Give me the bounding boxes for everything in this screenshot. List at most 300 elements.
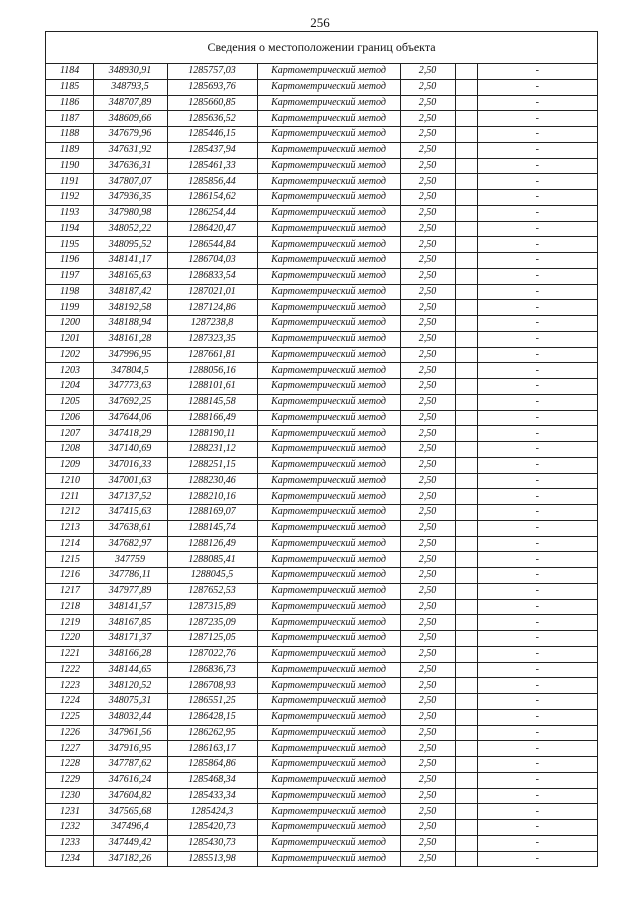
method-cell: Картометрический метод	[257, 757, 400, 773]
empty-cell	[455, 678, 477, 694]
empty-cell	[455, 426, 477, 442]
table-title: Сведения о местоположении границ объекта	[46, 32, 597, 64]
method-cell: Картометрический метод	[257, 79, 400, 95]
description-cell: -	[477, 347, 597, 363]
x-coordinate-cell: 347961,56	[93, 725, 167, 741]
y-coordinate-cell: 1288251,15	[167, 457, 257, 473]
y-coordinate-cell: 1285660,85	[167, 95, 257, 111]
x-coordinate-cell: 347807,07	[93, 174, 167, 190]
x-coordinate-cell: 347804,5	[93, 363, 167, 379]
x-coordinate-cell: 347682,97	[93, 536, 167, 552]
table-row	[46, 725, 597, 741]
point-number-cell: 1211	[46, 489, 93, 505]
table-row	[46, 95, 597, 111]
description-cell: -	[477, 284, 597, 300]
table-row	[46, 520, 597, 536]
table-row	[46, 347, 597, 363]
accuracy-cell: 2,50	[400, 457, 455, 473]
method-cell: Картометрический метод	[257, 64, 400, 79]
point-number-cell: 1232	[46, 820, 93, 836]
point-number-cell: 1225	[46, 709, 93, 725]
accuracy-cell: 2,50	[400, 851, 455, 867]
accuracy-cell: 2,50	[400, 331, 455, 347]
accuracy-cell: 2,50	[400, 347, 455, 363]
x-coordinate-cell: 347182,26	[93, 851, 167, 867]
x-coordinate-cell: 348609,66	[93, 111, 167, 127]
empty-cell	[455, 284, 477, 300]
empty-cell	[455, 489, 477, 505]
table-row	[46, 331, 597, 347]
table-row	[46, 158, 597, 174]
method-cell: Картометрический метод	[257, 599, 400, 615]
empty-cell	[455, 536, 477, 552]
point-number-cell: 1233	[46, 835, 93, 851]
point-number-cell: 1220	[46, 631, 93, 647]
accuracy-cell: 2,50	[400, 804, 455, 820]
point-number-cell: 1190	[46, 158, 93, 174]
description-cell: -	[477, 379, 597, 395]
empty-cell	[455, 599, 477, 615]
y-coordinate-cell: 1285420,73	[167, 820, 257, 836]
table-row	[46, 127, 597, 143]
table-row	[46, 741, 597, 757]
table-row	[46, 363, 597, 379]
x-coordinate-cell: 347418,29	[93, 426, 167, 442]
y-coordinate-cell: 1285437,94	[167, 142, 257, 158]
point-number-cell: 1196	[46, 253, 93, 269]
table-row	[46, 804, 597, 820]
description-cell: -	[477, 79, 597, 95]
empty-cell	[455, 174, 477, 190]
point-number-cell: 1186	[46, 95, 93, 111]
x-coordinate-cell: 347631,92	[93, 142, 167, 158]
x-coordinate-cell: 347001,63	[93, 473, 167, 489]
x-coordinate-cell: 348171,37	[93, 631, 167, 647]
accuracy-cell: 2,50	[400, 127, 455, 143]
description-cell: -	[477, 583, 597, 599]
description-cell: -	[477, 111, 597, 127]
x-coordinate-cell: 347692,25	[93, 394, 167, 410]
method-cell: Картометрический метод	[257, 158, 400, 174]
empty-cell	[455, 694, 477, 710]
empty-cell	[455, 127, 477, 143]
x-coordinate-cell: 348144,65	[93, 662, 167, 678]
point-number-cell: 1215	[46, 552, 93, 568]
description-cell: -	[477, 394, 597, 410]
method-cell: Картометрический метод	[257, 442, 400, 458]
y-coordinate-cell: 1288166,49	[167, 410, 257, 426]
method-cell: Картометрический метод	[257, 363, 400, 379]
empty-cell	[455, 804, 477, 820]
y-coordinate-cell: 1285424,3	[167, 804, 257, 820]
table-row	[46, 410, 597, 426]
x-coordinate-cell: 348188,94	[93, 316, 167, 332]
y-coordinate-cell: 1285636,52	[167, 111, 257, 127]
y-coordinate-cell: 1287323,35	[167, 331, 257, 347]
point-number-cell: 1206	[46, 410, 93, 426]
description-cell: -	[477, 457, 597, 473]
point-number-cell: 1223	[46, 678, 93, 694]
x-coordinate-cell: 347916,95	[93, 741, 167, 757]
y-coordinate-cell: 1288145,74	[167, 520, 257, 536]
accuracy-cell: 2,50	[400, 678, 455, 694]
description-cell: -	[477, 631, 597, 647]
point-number-cell: 1193	[46, 205, 93, 221]
method-cell: Картометрический метод	[257, 536, 400, 552]
table-row	[46, 457, 597, 473]
accuracy-cell: 2,50	[400, 520, 455, 536]
x-coordinate-cell: 348052,22	[93, 221, 167, 237]
y-coordinate-cell: 1286163,17	[167, 741, 257, 757]
accuracy-cell: 2,50	[400, 694, 455, 710]
point-number-cell: 1228	[46, 757, 93, 773]
empty-cell	[455, 379, 477, 395]
x-coordinate-cell: 347140,69	[93, 442, 167, 458]
accuracy-cell: 2,50	[400, 426, 455, 442]
method-cell: Картометрический метод	[257, 316, 400, 332]
empty-cell	[455, 410, 477, 426]
y-coordinate-cell: 1286428,15	[167, 709, 257, 725]
accuracy-cell: 2,50	[400, 536, 455, 552]
method-cell: Картометрический метод	[257, 331, 400, 347]
point-number-cell: 1219	[46, 615, 93, 631]
table-row	[46, 552, 597, 568]
description-cell: -	[477, 95, 597, 111]
x-coordinate-cell: 348707,89	[93, 95, 167, 111]
table-row	[46, 536, 597, 552]
x-coordinate-cell: 347996,95	[93, 347, 167, 363]
y-coordinate-cell: 1286262,95	[167, 725, 257, 741]
accuracy-cell: 2,50	[400, 788, 455, 804]
y-coordinate-cell: 1285430,73	[167, 835, 257, 851]
method-cell: Картометрический метод	[257, 489, 400, 505]
y-coordinate-cell: 1288056,16	[167, 363, 257, 379]
point-number-cell: 1198	[46, 284, 93, 300]
method-cell: Картометрический метод	[257, 410, 400, 426]
accuracy-cell: 2,50	[400, 552, 455, 568]
empty-cell	[455, 331, 477, 347]
table-row	[46, 300, 597, 316]
empty-cell	[455, 237, 477, 253]
point-number-cell: 1224	[46, 694, 93, 710]
point-number-cell: 1197	[46, 268, 93, 284]
empty-cell	[455, 300, 477, 316]
empty-cell	[455, 520, 477, 536]
empty-cell	[455, 205, 477, 221]
description-cell: -	[477, 536, 597, 552]
accuracy-cell: 2,50	[400, 221, 455, 237]
table-row	[46, 599, 597, 615]
description-cell: -	[477, 253, 597, 269]
method-cell: Картометрический метод	[257, 552, 400, 568]
empty-cell	[455, 221, 477, 237]
x-coordinate-cell: 347977,89	[93, 583, 167, 599]
y-coordinate-cell: 1286420,47	[167, 221, 257, 237]
description-cell: -	[477, 646, 597, 662]
empty-cell	[455, 772, 477, 788]
y-coordinate-cell: 1285513,98	[167, 851, 257, 867]
table-row	[46, 772, 597, 788]
empty-cell	[455, 442, 477, 458]
table-row	[46, 237, 597, 253]
y-coordinate-cell: 1285446,15	[167, 127, 257, 143]
description-cell: -	[477, 709, 597, 725]
method-cell: Картометрический метод	[257, 300, 400, 316]
description-cell: -	[477, 300, 597, 316]
accuracy-cell: 2,50	[400, 631, 455, 647]
point-number-cell: 1201	[46, 331, 93, 347]
accuracy-cell: 2,50	[400, 379, 455, 395]
y-coordinate-cell: 1287315,89	[167, 599, 257, 615]
accuracy-cell: 2,50	[400, 489, 455, 505]
empty-cell	[455, 95, 477, 111]
coordinates-table-body	[46, 64, 597, 867]
y-coordinate-cell: 1288045,5	[167, 568, 257, 584]
method-cell: Картометрический метод	[257, 237, 400, 253]
method-cell: Картометрический метод	[257, 772, 400, 788]
description-cell: -	[477, 64, 597, 79]
point-number-cell: 1213	[46, 520, 93, 536]
y-coordinate-cell: 1286836,73	[167, 662, 257, 678]
y-coordinate-cell: 1285856,44	[167, 174, 257, 190]
x-coordinate-cell: 347773,63	[93, 379, 167, 395]
x-coordinate-cell: 347415,63	[93, 505, 167, 521]
empty-cell	[455, 505, 477, 521]
empty-cell	[455, 268, 477, 284]
empty-cell	[455, 394, 477, 410]
method-cell: Картометрический метод	[257, 694, 400, 710]
description-cell: -	[477, 158, 597, 174]
table-row	[46, 473, 597, 489]
point-number-cell: 1205	[46, 394, 93, 410]
accuracy-cell: 2,50	[400, 410, 455, 426]
method-cell: Картометрический метод	[257, 190, 400, 206]
accuracy-cell: 2,50	[400, 709, 455, 725]
table-row	[46, 268, 597, 284]
table-row	[46, 820, 597, 836]
method-cell: Картометрический метод	[257, 142, 400, 158]
empty-cell	[455, 820, 477, 836]
empty-cell	[455, 757, 477, 773]
accuracy-cell: 2,50	[400, 316, 455, 332]
description-cell: -	[477, 772, 597, 788]
description-cell: -	[477, 205, 597, 221]
description-cell: -	[477, 142, 597, 158]
accuracy-cell: 2,50	[400, 741, 455, 757]
y-coordinate-cell: 1288085,41	[167, 552, 257, 568]
empty-cell	[455, 725, 477, 741]
empty-cell	[455, 111, 477, 127]
x-coordinate-cell: 348032,44	[93, 709, 167, 725]
x-coordinate-cell: 348192,58	[93, 300, 167, 316]
method-cell: Картометрический метод	[257, 678, 400, 694]
table-row	[46, 316, 597, 332]
table-row	[46, 79, 597, 95]
accuracy-cell: 2,50	[400, 820, 455, 836]
accuracy-cell: 2,50	[400, 142, 455, 158]
point-number-cell: 1209	[46, 457, 93, 473]
table-row	[46, 851, 597, 867]
y-coordinate-cell: 1286833,54	[167, 268, 257, 284]
y-coordinate-cell: 1288101,61	[167, 379, 257, 395]
empty-cell	[455, 851, 477, 867]
method-cell: Картометрический метод	[257, 284, 400, 300]
method-cell: Картометрический метод	[257, 347, 400, 363]
description-cell: -	[477, 426, 597, 442]
y-coordinate-cell: 1285757,03	[167, 64, 257, 79]
table-row	[46, 221, 597, 237]
method-cell: Картометрический метод	[257, 851, 400, 867]
y-coordinate-cell: 1285864,86	[167, 757, 257, 773]
description-cell: -	[477, 473, 597, 489]
method-cell: Картометрический метод	[257, 473, 400, 489]
method-cell: Картометрический метод	[257, 709, 400, 725]
x-coordinate-cell: 347565,68	[93, 804, 167, 820]
table-row	[46, 788, 597, 804]
empty-cell	[455, 158, 477, 174]
empty-cell	[455, 552, 477, 568]
table-row	[46, 442, 597, 458]
method-cell: Картометрический метод	[257, 615, 400, 631]
description-cell: -	[477, 520, 597, 536]
method-cell: Картометрический метод	[257, 520, 400, 536]
boundary-table-frame	[45, 31, 598, 867]
x-coordinate-cell: 347449,42	[93, 835, 167, 851]
x-coordinate-cell: 347604,82	[93, 788, 167, 804]
description-cell: -	[477, 804, 597, 820]
accuracy-cell: 2,50	[400, 268, 455, 284]
accuracy-cell: 2,50	[400, 394, 455, 410]
x-coordinate-cell: 348120,52	[93, 678, 167, 694]
empty-cell	[455, 142, 477, 158]
method-cell: Картометрический метод	[257, 646, 400, 662]
point-number-cell: 1185	[46, 79, 93, 95]
x-coordinate-cell: 348141,17	[93, 253, 167, 269]
accuracy-cell: 2,50	[400, 363, 455, 379]
method-cell: Картометрический метод	[257, 394, 400, 410]
table-row	[46, 615, 597, 631]
point-number-cell: 1184	[46, 64, 93, 79]
accuracy-cell: 2,50	[400, 599, 455, 615]
y-coordinate-cell: 1285468,34	[167, 772, 257, 788]
description-cell: -	[477, 552, 597, 568]
point-number-cell: 1208	[46, 442, 93, 458]
method-cell: Картометрический метод	[257, 127, 400, 143]
y-coordinate-cell: 1287124,86	[167, 300, 257, 316]
method-cell: Картометрический метод	[257, 205, 400, 221]
method-cell: Картометрический метод	[257, 426, 400, 442]
table-row	[46, 694, 597, 710]
table-row	[46, 284, 597, 300]
y-coordinate-cell: 1287022,76	[167, 646, 257, 662]
accuracy-cell: 2,50	[400, 615, 455, 631]
empty-cell	[455, 568, 477, 584]
description-cell: -	[477, 757, 597, 773]
y-coordinate-cell: 1288230,46	[167, 473, 257, 489]
point-number-cell: 1195	[46, 237, 93, 253]
empty-cell	[455, 583, 477, 599]
table-row	[46, 631, 597, 647]
empty-cell	[455, 457, 477, 473]
description-cell: -	[477, 237, 597, 253]
method-cell: Картометрический метод	[257, 631, 400, 647]
point-number-cell: 1229	[46, 772, 93, 788]
table-row	[46, 489, 597, 505]
x-coordinate-cell: 348165,63	[93, 268, 167, 284]
x-coordinate-cell: 347980,98	[93, 205, 167, 221]
point-number-cell: 1216	[46, 568, 93, 584]
accuracy-cell: 2,50	[400, 473, 455, 489]
x-coordinate-cell: 347936,35	[93, 190, 167, 206]
x-coordinate-cell: 347616,24	[93, 772, 167, 788]
description-cell: -	[477, 190, 597, 206]
x-coordinate-cell: 347786,11	[93, 568, 167, 584]
accuracy-cell: 2,50	[400, 662, 455, 678]
description-cell: -	[477, 741, 597, 757]
x-coordinate-cell: 347636,31	[93, 158, 167, 174]
empty-cell	[455, 190, 477, 206]
y-coordinate-cell: 1286704,03	[167, 253, 257, 269]
y-coordinate-cell: 1288169,07	[167, 505, 257, 521]
empty-cell	[455, 473, 477, 489]
table-row	[46, 505, 597, 521]
x-coordinate-cell: 347787,62	[93, 757, 167, 773]
empty-cell	[455, 835, 477, 851]
point-number-cell: 1192	[46, 190, 93, 206]
point-number-cell: 1234	[46, 851, 93, 867]
description-cell: -	[477, 442, 597, 458]
x-coordinate-cell: 347137,52	[93, 489, 167, 505]
x-coordinate-cell: 348075,31	[93, 694, 167, 710]
method-cell: Картометрический метод	[257, 505, 400, 521]
empty-cell	[455, 662, 477, 678]
description-cell: -	[477, 599, 597, 615]
point-number-cell: 1200	[46, 316, 93, 332]
description-cell: -	[477, 505, 597, 521]
table-row	[46, 142, 597, 158]
method-cell: Картометрический метод	[257, 835, 400, 851]
table-row	[46, 835, 597, 851]
description-cell: -	[477, 127, 597, 143]
accuracy-cell: 2,50	[400, 205, 455, 221]
y-coordinate-cell: 1288190,11	[167, 426, 257, 442]
description-cell: -	[477, 363, 597, 379]
y-coordinate-cell: 1286551,25	[167, 694, 257, 710]
table-row	[46, 394, 597, 410]
description-cell: -	[477, 835, 597, 851]
empty-cell	[455, 788, 477, 804]
table-row	[46, 174, 597, 190]
description-cell: -	[477, 678, 597, 694]
accuracy-cell: 2,50	[400, 79, 455, 95]
empty-cell	[455, 709, 477, 725]
accuracy-cell: 2,50	[400, 111, 455, 127]
table-row	[46, 757, 597, 773]
x-coordinate-cell: 347759	[93, 552, 167, 568]
table-row	[46, 646, 597, 662]
description-cell: -	[477, 174, 597, 190]
x-coordinate-cell: 348187,42	[93, 284, 167, 300]
accuracy-cell: 2,50	[400, 300, 455, 316]
point-number-cell: 1231	[46, 804, 93, 820]
point-number-cell: 1202	[46, 347, 93, 363]
description-cell: -	[477, 851, 597, 867]
table-row	[46, 64, 597, 79]
empty-cell	[455, 79, 477, 95]
x-coordinate-cell: 348793,5	[93, 79, 167, 95]
description-cell: -	[477, 694, 597, 710]
point-number-cell: 1230	[46, 788, 93, 804]
